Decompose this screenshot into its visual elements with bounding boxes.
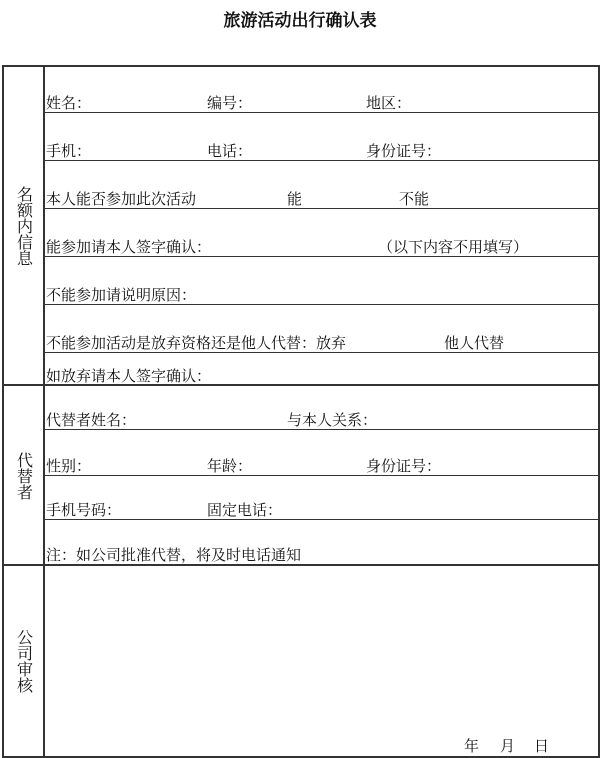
row-divider bbox=[44, 160, 598, 161]
gender-field[interactable]: 性别： bbox=[46, 457, 92, 475]
section-label-substitute bbox=[4, 386, 43, 565]
number-field[interactable]: 编号： bbox=[207, 94, 253, 112]
row-divider bbox=[44, 519, 598, 520]
review-month: 月 bbox=[500, 737, 516, 755]
id-number-field[interactable]: 身份证号： bbox=[366, 142, 442, 160]
give-up-signature-field[interactable]: 如放弃请本人签字确认： bbox=[46, 367, 212, 385]
confirmation-form-table bbox=[2, 65, 600, 758]
give-up-option[interactable]: 不能参加活动是放弃资格还是他人代替：放弃 bbox=[46, 334, 347, 352]
attend-question: 本人能否参加此次活动 bbox=[46, 190, 197, 208]
section-label-quota bbox=[4, 67, 43, 384]
region-field[interactable]: 地区： bbox=[366, 94, 412, 112]
relation-field[interactable]: 与本人关系： bbox=[287, 411, 378, 429]
row-divider bbox=[44, 208, 598, 209]
row-divider bbox=[44, 112, 598, 113]
review-day: 日 bbox=[534, 737, 550, 755]
row-divider bbox=[44, 475, 598, 476]
attend-yes-option[interactable]: 能 bbox=[287, 190, 303, 208]
row-divider bbox=[44, 256, 598, 257]
substitute-option[interactable]: 他人代替 bbox=[444, 334, 505, 352]
name-field[interactable]: 姓名： bbox=[46, 94, 92, 112]
row-divider bbox=[44, 352, 598, 353]
age-field[interactable]: 年龄： bbox=[207, 457, 253, 475]
section-divider bbox=[4, 564, 598, 566]
signature-confirm-field[interactable]: 能参加请本人签字确认： bbox=[46, 238, 212, 256]
landline-field[interactable]: 固定电话： bbox=[207, 501, 283, 519]
section-label-text: 代替者 bbox=[14, 451, 34, 500]
no-fill-note: （以下内容不用填写） bbox=[378, 238, 529, 256]
substitute-name-field[interactable]: 代替者姓名： bbox=[46, 411, 137, 429]
section-label-review bbox=[4, 566, 43, 756]
row-divider bbox=[44, 429, 598, 430]
section-label-text: 名额内信息 bbox=[14, 185, 34, 266]
substitute-id-field[interactable]: 身份证号： bbox=[366, 457, 442, 475]
review-year: 年 bbox=[464, 737, 480, 755]
phone-field[interactable]: 电话： bbox=[207, 142, 253, 160]
substitute-mobile-field[interactable]: 手机号码： bbox=[46, 501, 122, 519]
page-title: 旅游活动出行确认表 bbox=[223, 11, 377, 31]
reason-field[interactable]: 不能参加请说明原因： bbox=[46, 286, 197, 304]
approval-note: 注：如公司批准代替，将及时电话通知 bbox=[46, 546, 302, 564]
column-divider bbox=[43, 67, 45, 756]
row-divider bbox=[44, 304, 598, 305]
attend-no-option[interactable]: 不能 bbox=[399, 190, 430, 208]
mobile-field[interactable]: 手机： bbox=[46, 142, 92, 160]
section-label-text: 公司审核 bbox=[14, 629, 34, 693]
